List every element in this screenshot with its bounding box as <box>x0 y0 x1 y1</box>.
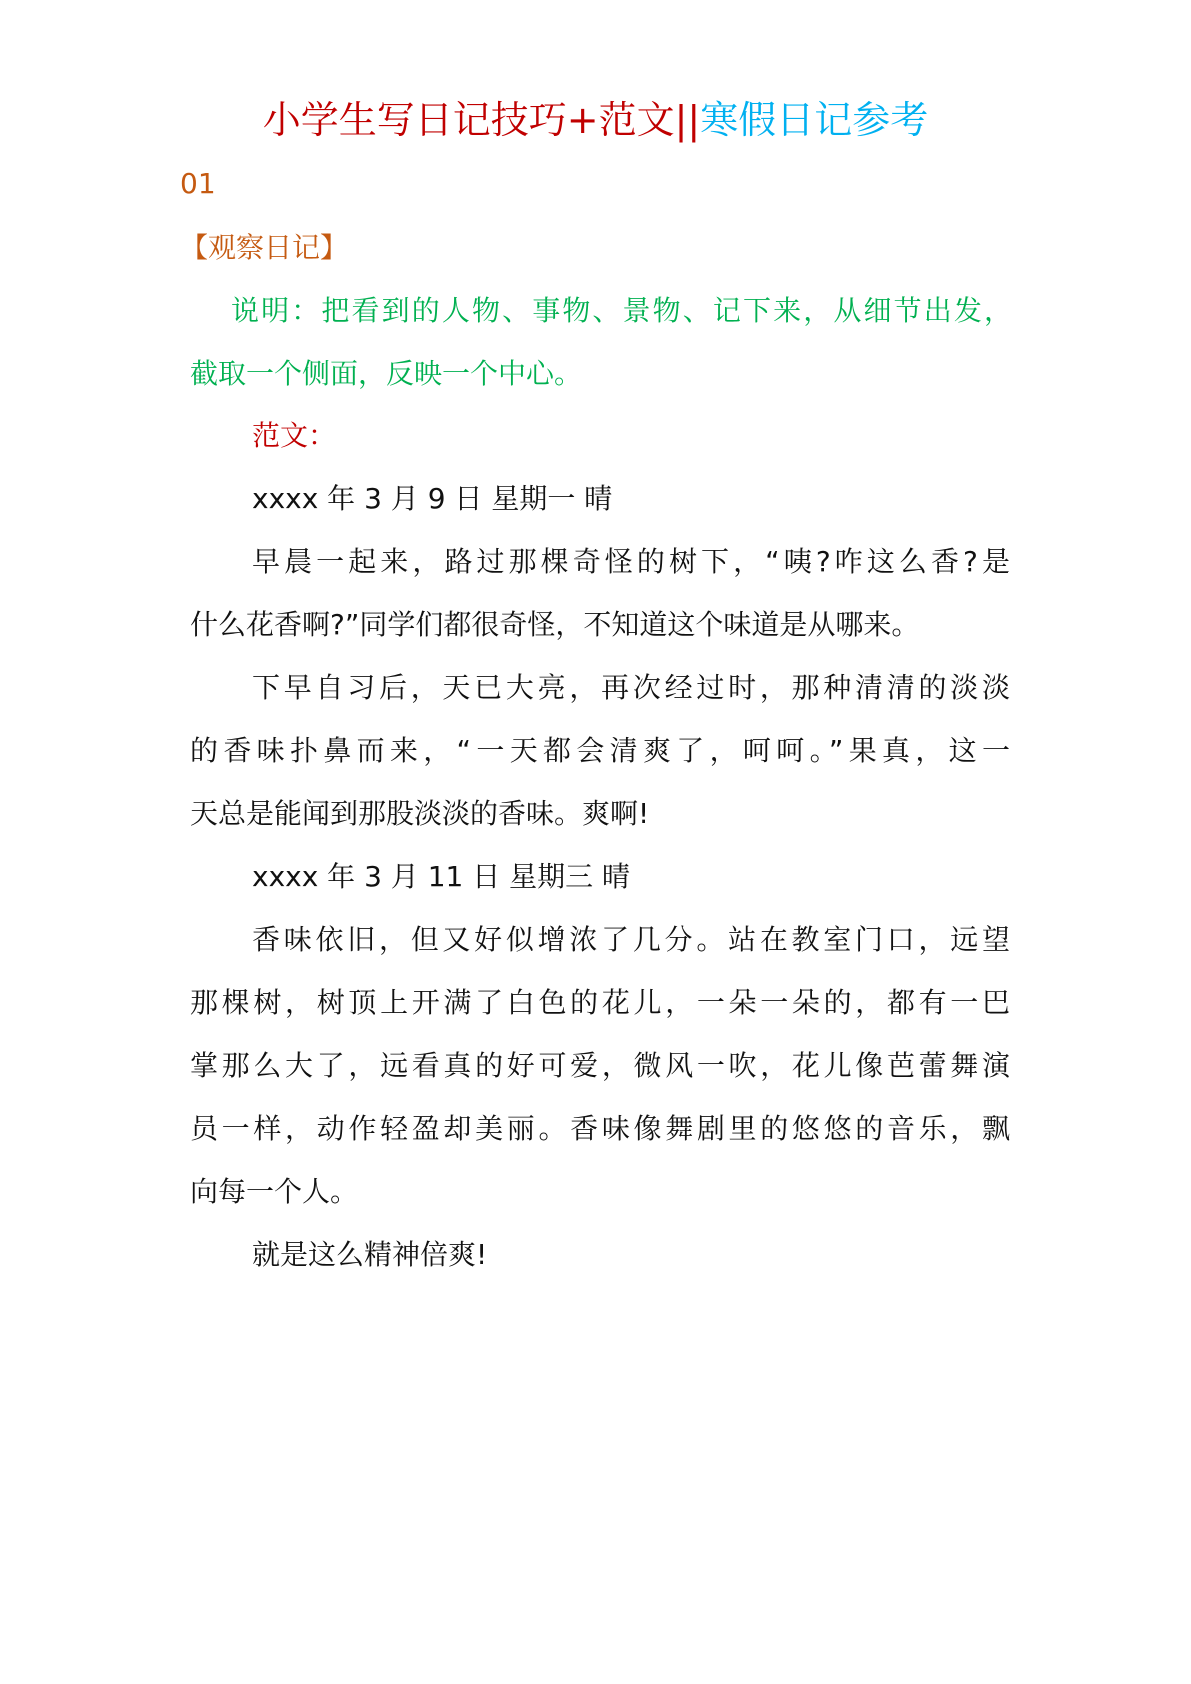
paragraph-line: 天总是能闻到那股淡淡的香味。爽啊! <box>190 797 650 830</box>
description-line: 截取一个侧面，反映一个中心。 <box>190 357 583 390</box>
paragraph-line: 香味依旧，但又好似增浓了几分。站在教室门口，远望 <box>252 923 1010 956</box>
paragraph-line: 员一样，动作轻盈却美丽。香味像舞剧里的悠悠的音乐，飘 <box>190 1112 1010 1145</box>
diary-date: xxxx 年 3 月 9 日 星期一 晴 <box>252 482 613 515</box>
section-number: 01 <box>180 167 216 200</box>
document-title <box>0 96 1191 144</box>
title-part-1: 小学生写日记技巧+范文|| <box>262 98 701 142</box>
section-heading: 【观察日记】 <box>180 231 349 264</box>
paragraph-line: 下早自习后，天已大亮，再次经过时，那种清清的淡淡 <box>252 671 1010 704</box>
paragraph-line: 那棵树，树顶上开满了白色的花儿，一朵一朵的，都有一巴 <box>190 986 1010 1019</box>
diary-date: xxxx 年 3 月 11 日 星期三 晴 <box>252 860 631 893</box>
paragraph-line: 早晨一起来，路过那棵奇怪的树下，“咦?咋这么香?是 <box>252 545 1010 578</box>
paragraph-line: 掌那么大了，远看真的好可爱，微风一吹，花儿像芭蕾舞演 <box>190 1049 1010 1082</box>
paragraph-line: 向每一个人。 <box>190 1175 359 1208</box>
paragraph-line: 的香味扑鼻而来，“一天都会清爽了，呵呵。”果真，这一 <box>190 734 1010 767</box>
paragraph-line: 什么花香啊?”同学们都很奇怪，不知道这个味道是从哪来。 <box>190 608 920 641</box>
paragraph-line: 就是这么精神倍爽! <box>252 1238 488 1271</box>
sample-label: 范文： <box>252 419 337 452</box>
title-part-2: 寒假日记参考 <box>700 98 929 142</box>
description-line: 说明：把看到的人物、事物、景物、记下来，从细节出发， <box>231 294 1012 327</box>
